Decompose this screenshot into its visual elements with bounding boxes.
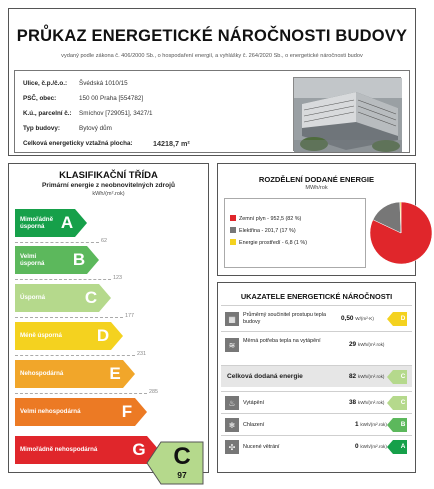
classification-panel xyxy=(8,163,209,480)
indicator-row-heating xyxy=(221,391,412,413)
class-label: Méně úsporná xyxy=(20,332,62,340)
heating-icon: ♨ xyxy=(225,396,239,410)
threshold-line xyxy=(15,279,111,280)
legend-label: Zemní plyn - 952,5 (82 %) xyxy=(239,216,302,222)
info-label: Celková energeticky vztažná plocha: xyxy=(23,140,133,147)
ventilation-icon: ✣ xyxy=(225,440,239,454)
thermal-envelope-icon: ▦ xyxy=(225,312,239,326)
class-letter: D xyxy=(96,326,110,345)
grade-letter: B xyxy=(400,421,406,428)
energy-distribution-panel xyxy=(217,163,416,276)
info-value: Bytový dům xyxy=(79,125,112,132)
class-letter: B xyxy=(72,250,86,269)
grade-letter: A xyxy=(400,443,406,450)
class-letter: F xyxy=(121,402,133,421)
result-indicator xyxy=(147,442,203,484)
indicator-name: Nucené větrání xyxy=(243,444,280,450)
building-photo-icon xyxy=(294,78,402,152)
class-label: Velmi nehospodárná xyxy=(20,408,81,416)
indicator-name: Měrná potřeba tepla na vytápění xyxy=(243,338,321,344)
indicator-value: 0 kWh/(m².rok) xyxy=(355,443,387,450)
threshold-value: 177 xyxy=(125,313,134,319)
area-value: 14218,7 m² xyxy=(153,139,190,148)
distribution-legend xyxy=(224,198,366,268)
indicator-value: 0,50 W/(m²·K) xyxy=(341,315,374,322)
class-label: Úsporná xyxy=(20,294,46,302)
class-letter: C xyxy=(84,288,98,307)
legend-label: Elektřina - 201,7 (17 %) xyxy=(239,228,296,234)
indicator-row-heat-demand xyxy=(221,331,412,357)
info-label: PSČ, obec: xyxy=(23,95,57,102)
class-letter: A xyxy=(60,213,74,232)
legend-swatch xyxy=(230,215,236,221)
grade-letter: D xyxy=(400,315,406,322)
distribution-unit: MWh/rok xyxy=(305,185,328,191)
indicator-row-total-energy xyxy=(221,365,412,387)
indicators-panel xyxy=(217,282,416,473)
class-label: Velmi úsporná xyxy=(20,252,45,267)
indicator-value: 1 kWh/(m².rok) xyxy=(355,421,387,428)
result-value: 97 xyxy=(177,470,187,480)
indicator-value: 82 kWh/(m².rok) xyxy=(349,373,385,380)
info-label: Typ budovy: xyxy=(23,125,60,132)
legend-swatch xyxy=(230,239,236,245)
threshold-line xyxy=(15,317,123,318)
certificate-title: PRŮKAZ ENERGETICKÉ NÁROČNOSTI BUDOVY xyxy=(16,27,408,45)
grade-letter: C xyxy=(400,373,406,380)
cooling-icon: ❄ xyxy=(225,418,239,432)
class-label: Mimořádně nehospodárná xyxy=(20,446,98,454)
threshold-line xyxy=(15,242,99,243)
indicators-title: UKAZATELE ENERGETICKÉ NÁROČNOSTI xyxy=(240,292,393,301)
indicator-name: Chlazení xyxy=(243,422,265,428)
indicator-value: 29 kWh/(m².rok) xyxy=(349,341,385,348)
grade-letter: C xyxy=(400,399,406,406)
threshold-value: 123 xyxy=(113,275,122,281)
class-letter: E xyxy=(109,364,121,383)
classification-unit: kWh/(m².rok) xyxy=(92,191,125,197)
indicator-value: 38 kWh/(m².rok) xyxy=(349,399,385,406)
threshold-value: 285 xyxy=(149,389,158,395)
indicator-row-u-value xyxy=(221,305,412,331)
class-label: Mimořádně úsporná xyxy=(20,215,54,230)
certificate-subtitle: vydaný podle zákona č. 406/2000 Sb., o hospodaření energií, a vyhlášky č. 264/2020 Sb., o energetické náročnosti budov xyxy=(61,53,363,59)
class-label: Nehospodárná xyxy=(20,370,64,378)
info-value: Smíchov [729051], 3427/1 xyxy=(79,110,153,117)
threshold-value: 62 xyxy=(101,238,107,244)
indicator-row-ventilation xyxy=(221,435,412,457)
legend-swatch xyxy=(230,227,236,233)
legend-item-electricity xyxy=(230,227,296,234)
classification-subtitle: Primární energie z neobnovitelných zdrojů xyxy=(42,182,175,189)
legend-item-ambient xyxy=(230,239,307,246)
legend-item-gas xyxy=(230,215,301,222)
heating-demand-icon: ≋ xyxy=(225,338,239,352)
indicator-name: Vytápění xyxy=(243,400,265,406)
building-photo xyxy=(293,77,401,151)
building-info-box xyxy=(14,70,410,153)
class-letter: G xyxy=(132,440,146,459)
result-class: C xyxy=(173,443,191,470)
threshold-line xyxy=(15,355,135,356)
indicator-name: Celková dodaná energie xyxy=(227,373,303,380)
distribution-pie-chart xyxy=(368,200,434,266)
indicator-name: Průměrný součinitel prostupu tepla budovy xyxy=(243,312,326,325)
legend-label: Energie prostředí - 6,8 (1 %) xyxy=(239,240,308,246)
distribution-title: ROZDĚLENÍ DODANÉ ENERGIE xyxy=(258,175,375,184)
certificate-header xyxy=(8,8,416,156)
info-label: K.ú., parcelní č.: xyxy=(23,110,72,117)
indicator-row-cooling xyxy=(221,413,412,435)
classification-title: KLASIFIKAČNÍ TŘÍDA xyxy=(59,170,158,181)
threshold-line xyxy=(15,393,147,394)
info-label: Ulice, č.p./č.o.: xyxy=(23,80,68,87)
info-value: 150 00 Praha [554782] xyxy=(79,95,144,102)
threshold-value: 231 xyxy=(137,351,146,357)
info-value: Švédská 1010/15 xyxy=(79,80,128,87)
